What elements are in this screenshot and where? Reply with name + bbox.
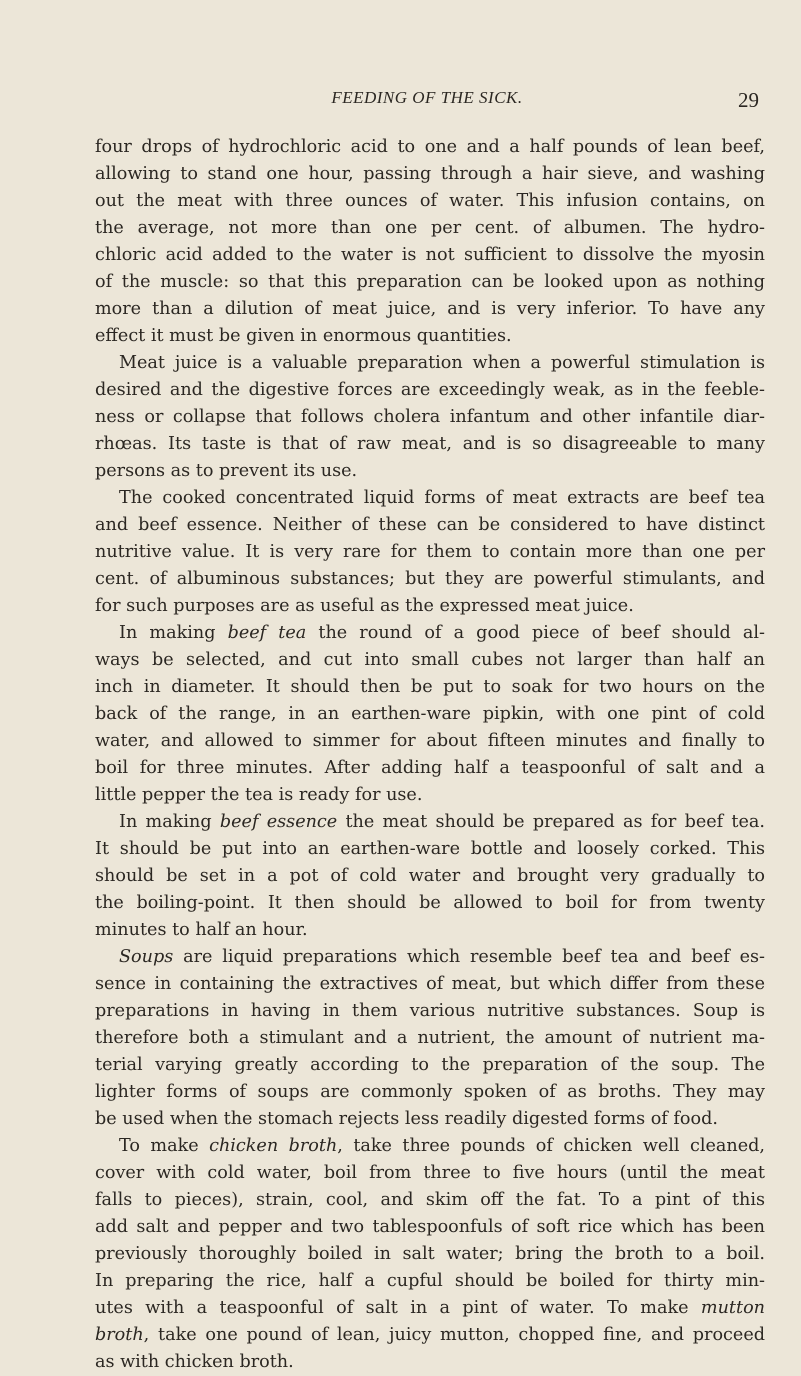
text-line: chloric acid added to the water is not sufficient to dissolve the myosin [95,245,765,265]
text-run: the meat should be prepared as for beef tea. [337,812,765,832]
text-line: It should be put into an earthen-ware bottle and loosely corked. This [95,839,765,859]
text-line: sence in containing the extractives of meat, but which differ from these [95,974,765,994]
text-line: effect it must be given in enormous quantities. [95,326,512,346]
text-line: out the meat with three ounces of water. This infusion contains, on [95,191,765,211]
text-line: cent. of albuminous substances; but they are powerful stimulants, and [95,569,765,589]
text-line: add salt and pepper and two tablespoonfuls of soft rice which has been [95,1217,765,1237]
text-line [95,1295,765,1322]
text-line: previously thoroughly boiled in salt water; bring the broth to a boil. [95,1244,765,1264]
text-line: the average, not more than one per cent. of albumen. The hydro- [95,218,765,238]
italic-term: chicken broth [209,1136,338,1156]
text-line: inch in diameter. It should then be put to soak for two hours on the [95,677,765,697]
text-run: To make [119,1136,210,1156]
text-line: back of the range, in an earthen-ware pipkin, with one pint of cold [95,704,765,724]
text-line: cover with cold water, boil from three to five hours (until the meat [95,1163,765,1183]
text-line: lighter forms of soups are commonly spoken of as broths. They may [95,1082,765,1102]
italic-term: beef tea [227,623,307,643]
text-line: ways be selected, and cut into small cubes not larger than half an [95,650,765,670]
text-line: ness or collapse that follows cholera infantum and other infantile diar- [95,407,765,427]
text-run: are liquid preparations which resemble beef tea and beef es- [173,947,765,967]
text-line: rhœas. Its taste is that of raw meat, and is so disagreeable to many [95,434,765,454]
text-line: persons as to prevent its use. [95,461,358,481]
text-line: Meat juice is a valuable preparation when a powerful stimulation is [119,353,765,373]
text-line [95,944,765,971]
text-line: falls to pieces), strain, cool, and skim off the fat. To a pint of this [95,1190,765,1210]
text-line: should be set in a pot of cold water and brought very gradually to [95,866,765,886]
text-line: more than a dilution of meat juice, and is very inferior. To have any [95,299,765,319]
text-line: be used when the stomach rejects less readily digested forms of food. [95,1109,718,1129]
text-line: The cooked concentrated liquid forms of meat extracts are beef tea [119,488,765,508]
text-line: as with chicken broth. [95,1352,294,1372]
text-line: nutritive value. It is very rare for them to contain more than one per [95,542,765,562]
italic-term: beef essence [219,812,338,832]
text-line [95,620,765,647]
text-line: of the muscle: so that this preparation can be looked upon as nothing [95,272,765,292]
text-line [95,809,765,836]
text-line: little pepper the tea is ready for use. [95,785,423,805]
text-line: preparations in having in them various nutritive substances. Soup is [95,1001,765,1021]
text-run: In making [119,812,220,832]
text-line: minutes to half an hour. [95,920,308,940]
text-line: allowing to stand one hour, passing through a hair sieve, and washing [95,164,765,184]
text-line: and beef essence. Neither of these can be considered to have distinct [95,515,765,535]
text-run: , take one pound of lean, juicy mutton, chopped fine, and proceed [143,1325,765,1345]
text-line: terial varying greatly according to the preparation of the soup. The [95,1055,765,1075]
text-line: the boiling-point. It then should be allowed to boil for from twenty [95,893,765,913]
text-line: water, and allowed to simmer for about fifteen minutes and finally to [95,731,765,751]
text-line: four drops of hydrochloric acid to one and a half pounds of lean beef, [95,137,765,157]
text-line: desired and the digestive forces are exceedingly weak, as in the feeble- [95,380,765,400]
text-line: In preparing the rice, half a cupful should be boiled for thirty min- [95,1271,765,1291]
italic-term: Soups [119,947,174,967]
text-run: utes with a teaspoonful of salt in a pint of water. To make [95,1298,701,1318]
running-head [95,88,759,114]
text-line [95,1133,765,1160]
text-line: for such purposes are as useful as the expressed meat juice. [95,596,634,616]
italic-term: broth [95,1325,144,1345]
text-line: therefore both a stimulant and a nutrient, the amount of nutrient ma- [95,1028,765,1048]
page-number: 29 [738,88,759,112]
italic-term: mutton [700,1298,765,1318]
text-run: , take three pounds of chicken well cleaned, [337,1136,765,1156]
text-run: In making [119,623,228,643]
running-title: FEEDING OF THE SICK. [331,88,523,107]
text-line: boil for three minutes. After adding half a teaspoonful of salt and a [95,758,765,778]
text-run: the round of a good piece of beef should al- [306,623,765,643]
body-text [95,134,765,1376]
